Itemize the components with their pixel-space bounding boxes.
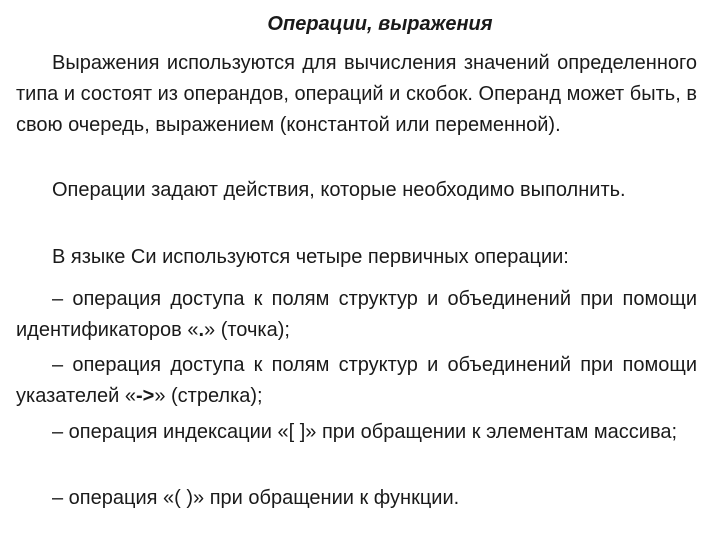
- paragraph-primary-operations-intro: В языке Си используются четыре первичных операции:: [52, 246, 569, 268]
- paragraph-expressions: Выражения используются для вычисления значений определенного типа и состоят из операндов, операций и скобок. Операнд может быть, в свою очередь, выражением (константой или переменной).: [16, 52, 697, 136]
- dot-symbol: .: [198, 319, 205, 341]
- list-item-text: » (стрелка);: [154, 385, 263, 407]
- list-item-dot-operator: [16, 284, 697, 346]
- paragraph-operations: Операции задают действия, которые необходимо выполнить.: [52, 179, 626, 201]
- list-item-arrow-operator: [16, 350, 697, 412]
- list-item-index-operator: – операция индексации «[ ]» при обращении к элементам массива;: [52, 421, 678, 443]
- list-item-text: – операция доступа к полям структур и объединений при помощи идентификаторов «: [16, 288, 697, 341]
- list-item-text: » (точка);: [204, 319, 290, 341]
- arrow-symbol: ->: [135, 385, 155, 407]
- list-item-text: – операция доступа к полям структур и объединений при помощи указателей «: [16, 354, 697, 407]
- slide-title: Операции, выражения: [267, 13, 493, 35]
- list-item-call-operator: – операция «( )» при обращении к функции.: [52, 487, 460, 509]
